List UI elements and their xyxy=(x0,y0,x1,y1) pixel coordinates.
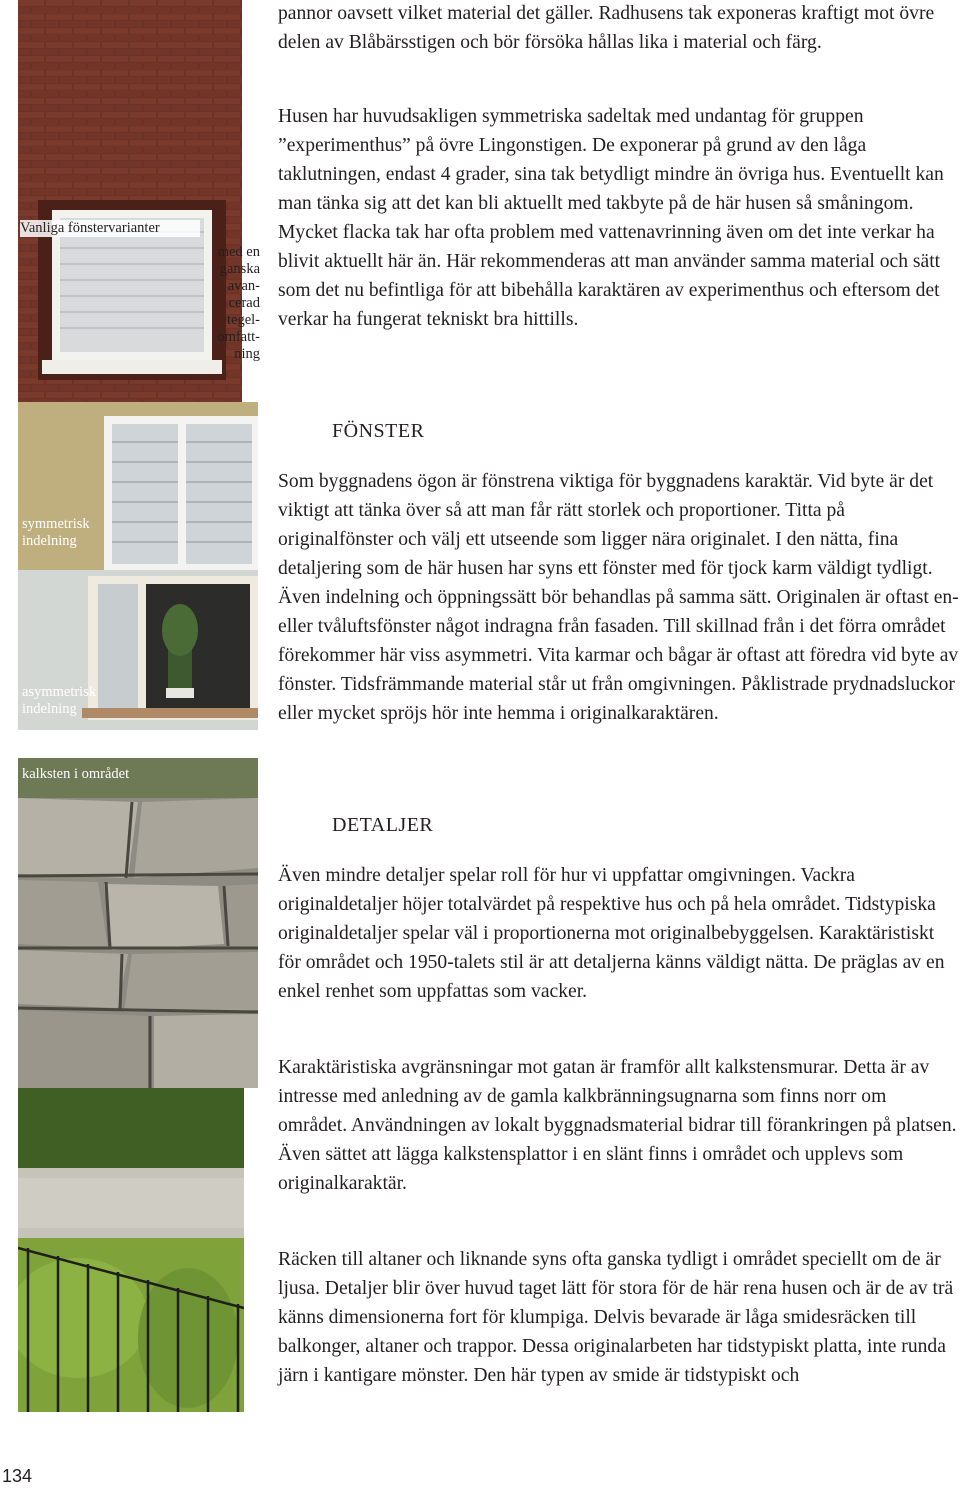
caption-limestone: kalksten i området xyxy=(22,766,130,782)
paragraph-roofs: Husen har huvudsakligen symmetriska sadeltak med undantag för gruppen ”experimenthus” på övre Lingonstigen. De exponerar på grund av den låga taklutningen, endast 4 grader, sina tak betydligt mindre än övriga hus. Eventuellt kan man tänka sig att det kan bli aktuellt med takbyte på de här husen så småningom. Mycket flacka tak har ofta problem med vattenavrinning även om det inte verkar ha blivit aktuellt här än. Här rekommenderas att man använder samma material och sätt som det nu befintliga för att bibehålla karaktären av experimenthus och eftersom det verkar ha fungerat tekniskt bra hittills. xyxy=(278,106,944,330)
paragraph-details: Även mindre detaljer spelar roll för hur vi uppfattar omgivningen. Vackra originaldetaljer höjer totalvärdet på respektive hus och på hela området. Tidstypiska originaldetaljer spelar väl i proportionerna mot originalbebyggelsen. Karaktäristiskt för området och 1950-talets stil är att detaljerna känns väldigt nätta. De präglas av en enkel renhet som uppfattas som vacker. xyxy=(278,865,945,1002)
heading-details: DETALJER xyxy=(332,814,434,836)
photo-hedge-railing xyxy=(18,1088,244,1412)
paragraph-roof-intro: pannor oavsett vilket material det gäller. Radhusens tak exponeras kraftigt mot övre delen av Blåbärsstigen och bör försöka hållas lika i material och färg. xyxy=(278,3,935,53)
paragraph-windows: Som byggnadens ögon är fönstrena viktiga för byggnadens karaktär. Vid byte är det viktigt att tänka över så att man får rätt storlek och proportioner. Titta på originalfönster och välj ett utseende som ligger nära originalet. I den nätta, fina detaljering som de här husen har syns ett fönster med för tjock karm väldigt tydligt. Även indelning och öppningssätt bör behandlas på samma sätt. Originalen är oftast en- eller tvåluftsfönster något indragna från fasaden. Till skillnad från i det förra området förekommer här viss asymmetri. Vita karmar och bågar är oftast att föredra vid byte av fönster. Tidsfrämmande material står ut från omgivningen. Påklistrade prydnadsluckor eller mycket spröjs hör inte hemma i originalkaraktären. xyxy=(278,471,959,724)
paragraph-limestone-walls: Karaktäristiska avgränsningar mot gatan är framför allt kalkstensmurar. Detta är av intresse med anledning av de gamla kalkbränningsugnarna som finns norr om området. Användningen av lokalt byggnadsmaterial bidrar till förankringen på platsen. Även sättet att lägga kalkstensplattor i en slänt finns i området och upplevs som originalkaraktär. xyxy=(278,1057,957,1194)
caption-symmetric: symmetrisk indelning xyxy=(22,516,90,549)
page-number: 134 xyxy=(2,1466,33,1486)
paragraph-railings: Räcken till altaner och liknande syns ofta ganska tydligt i området speciellt om de är ljusa. Detaljer blir över huvud taget lätt för stora för de här rena husen och är de av trä känns dimensionerna fort för klumpiga. Delvis bevarade är låga smidesräcken till balkonger, altaner och trappor. Dessa originalarbeten har tidstypiskt platta, inte runda järn i kantigare mönster. Den här typen av smide är tidstypiskt och xyxy=(278,1249,954,1386)
caption-window-variants: Vanliga fönstervarianter xyxy=(20,220,200,237)
heading-windows: FÖNSTER xyxy=(332,420,425,442)
photo-limestone-wall xyxy=(18,758,258,1088)
caption-asymmetric: asymmetrisk indelning xyxy=(22,684,97,717)
caption-brick-surround: med en ganska avan- cerad tegel- omfatt- ning xyxy=(217,244,260,362)
